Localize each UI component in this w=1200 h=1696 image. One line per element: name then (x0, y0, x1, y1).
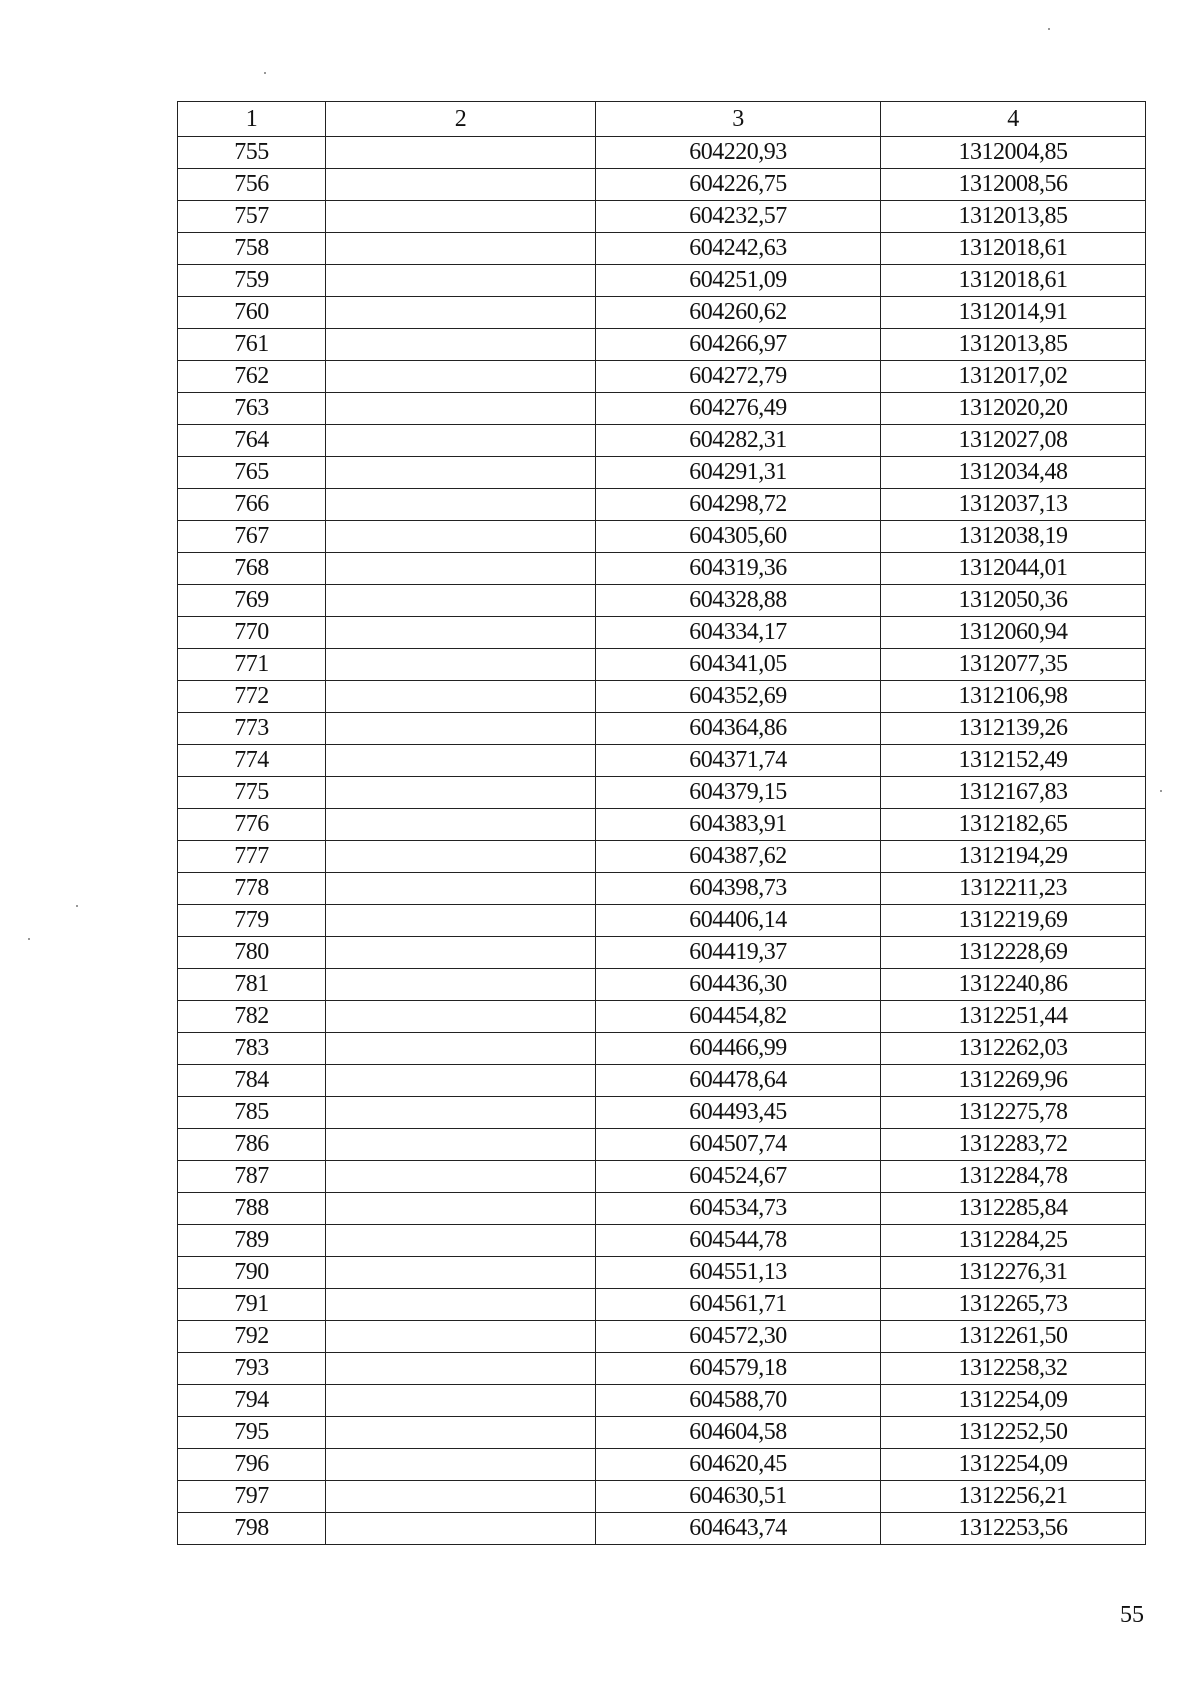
empty-cell (326, 745, 596, 777)
empty-cell (326, 553, 596, 585)
table-row (178, 1065, 1146, 1097)
y-coordinate-cell: 1312219,69 (881, 905, 1146, 937)
point-number-cell: 766 (178, 489, 326, 521)
point-number-cell: 796 (178, 1449, 326, 1481)
x-coordinate-cell: 604406,14 (596, 905, 881, 937)
y-coordinate-cell: 1312167,83 (881, 777, 1146, 809)
empty-cell (326, 1033, 596, 1065)
y-coordinate-cell: 1312139,26 (881, 713, 1146, 745)
point-number-cell: 757 (178, 201, 326, 233)
empty-cell (326, 777, 596, 809)
table-row (178, 745, 1146, 777)
table-row (178, 329, 1146, 361)
x-coordinate-cell: 604454,82 (596, 1001, 881, 1033)
point-number-cell: 790 (178, 1257, 326, 1289)
x-coordinate-cell: 604534,73 (596, 1193, 881, 1225)
table-row (178, 937, 1146, 969)
x-coordinate-cell: 604220,93 (596, 137, 881, 169)
column-header-4: 4 (881, 102, 1146, 137)
y-coordinate-cell: 1312037,13 (881, 489, 1146, 521)
point-number-cell: 792 (178, 1321, 326, 1353)
table-header (178, 102, 1146, 137)
table-row (178, 713, 1146, 745)
y-coordinate-cell: 1312284,78 (881, 1161, 1146, 1193)
empty-cell (326, 905, 596, 937)
empty-cell (326, 489, 596, 521)
empty-cell (326, 617, 596, 649)
empty-cell (326, 1257, 596, 1289)
empty-cell (326, 265, 596, 297)
y-coordinate-cell: 1312018,61 (881, 233, 1146, 265)
point-number-cell: 779 (178, 905, 326, 937)
point-number-cell: 787 (178, 1161, 326, 1193)
table-row (178, 137, 1146, 169)
y-coordinate-cell: 1312077,35 (881, 649, 1146, 681)
empty-cell (326, 1321, 596, 1353)
column-header-3: 3 (596, 102, 881, 137)
empty-cell (326, 1513, 596, 1545)
table-row (178, 1161, 1146, 1193)
x-coordinate-cell: 604398,73 (596, 873, 881, 905)
point-number-cell: 798 (178, 1513, 326, 1545)
table-row (178, 681, 1146, 713)
empty-cell (326, 1129, 596, 1161)
point-number-cell: 759 (178, 265, 326, 297)
x-coordinate-cell: 604630,51 (596, 1481, 881, 1513)
point-number-cell: 772 (178, 681, 326, 713)
x-coordinate-cell: 604291,31 (596, 457, 881, 489)
point-number-cell: 768 (178, 553, 326, 585)
table-row (178, 969, 1146, 1001)
x-coordinate-cell: 604544,78 (596, 1225, 881, 1257)
y-coordinate-cell: 1312050,36 (881, 585, 1146, 617)
point-number-cell: 782 (178, 1001, 326, 1033)
x-coordinate-cell: 604276,49 (596, 393, 881, 425)
y-coordinate-cell: 1312182,65 (881, 809, 1146, 841)
x-coordinate-cell: 604551,13 (596, 1257, 881, 1289)
empty-cell (326, 1449, 596, 1481)
y-coordinate-cell: 1312261,50 (881, 1321, 1146, 1353)
empty-cell (326, 233, 596, 265)
table-row (178, 361, 1146, 393)
table-row (178, 233, 1146, 265)
y-coordinate-cell: 1312253,56 (881, 1513, 1146, 1545)
column-header-1: 1 (178, 102, 326, 137)
point-number-cell: 765 (178, 457, 326, 489)
y-coordinate-cell: 1312060,94 (881, 617, 1146, 649)
table-row (178, 265, 1146, 297)
x-coordinate-cell: 604419,37 (596, 937, 881, 969)
point-number-cell: 794 (178, 1385, 326, 1417)
table-row (178, 809, 1146, 841)
table-row (178, 1481, 1146, 1513)
scan-speck (28, 938, 30, 940)
table-row (178, 1257, 1146, 1289)
x-coordinate-cell: 604572,30 (596, 1321, 881, 1353)
point-number-cell: 776 (178, 809, 326, 841)
y-coordinate-cell: 1312004,85 (881, 137, 1146, 169)
x-coordinate-cell: 604251,09 (596, 265, 881, 297)
x-coordinate-cell: 604478,64 (596, 1065, 881, 1097)
table-row (178, 553, 1146, 585)
point-number-cell: 788 (178, 1193, 326, 1225)
table-row (178, 393, 1146, 425)
x-coordinate-cell: 604341,05 (596, 649, 881, 681)
table-row (178, 873, 1146, 905)
empty-cell (326, 1161, 596, 1193)
y-coordinate-cell: 1312256,21 (881, 1481, 1146, 1513)
y-coordinate-cell: 1312152,49 (881, 745, 1146, 777)
y-coordinate-cell: 1312258,32 (881, 1353, 1146, 1385)
x-coordinate-cell: 604282,31 (596, 425, 881, 457)
scan-speck (264, 72, 266, 74)
x-coordinate-cell: 604620,45 (596, 1449, 881, 1481)
table-row (178, 201, 1146, 233)
x-coordinate-cell: 604328,88 (596, 585, 881, 617)
y-coordinate-cell: 1312034,48 (881, 457, 1146, 489)
coordinates-table (177, 101, 1146, 1545)
point-number-cell: 778 (178, 873, 326, 905)
table-row (178, 1225, 1146, 1257)
empty-cell (326, 681, 596, 713)
y-coordinate-cell: 1312013,85 (881, 329, 1146, 361)
x-coordinate-cell: 604643,74 (596, 1513, 881, 1545)
table-row (178, 1513, 1146, 1545)
empty-cell (326, 425, 596, 457)
y-coordinate-cell: 1312044,01 (881, 553, 1146, 585)
x-coordinate-cell: 604266,97 (596, 329, 881, 361)
x-coordinate-cell: 604466,99 (596, 1033, 881, 1065)
x-coordinate-cell: 604260,62 (596, 297, 881, 329)
point-number-cell: 774 (178, 745, 326, 777)
x-coordinate-cell: 604298,72 (596, 489, 881, 521)
point-number-cell: 758 (178, 233, 326, 265)
point-number-cell: 786 (178, 1129, 326, 1161)
table-row (178, 425, 1146, 457)
table-row (178, 1097, 1146, 1129)
x-coordinate-cell: 604352,69 (596, 681, 881, 713)
empty-cell (326, 585, 596, 617)
y-coordinate-cell: 1312106,98 (881, 681, 1146, 713)
empty-cell (326, 841, 596, 873)
table-row (178, 1193, 1146, 1225)
x-coordinate-cell: 604319,36 (596, 553, 881, 585)
x-coordinate-cell: 604561,71 (596, 1289, 881, 1321)
y-coordinate-cell: 1312018,61 (881, 265, 1146, 297)
scan-speck (1048, 28, 1050, 30)
scan-speck (76, 905, 78, 907)
point-number-cell: 791 (178, 1289, 326, 1321)
table-row (178, 457, 1146, 489)
empty-cell (326, 1385, 596, 1417)
y-coordinate-cell: 1312240,86 (881, 969, 1146, 1001)
table-row (178, 1385, 1146, 1417)
y-coordinate-cell: 1312211,23 (881, 873, 1146, 905)
y-coordinate-cell: 1312017,02 (881, 361, 1146, 393)
x-coordinate-cell: 604383,91 (596, 809, 881, 841)
x-coordinate-cell: 604305,60 (596, 521, 881, 553)
empty-cell (326, 873, 596, 905)
table-row (178, 489, 1146, 521)
y-coordinate-cell: 1312284,25 (881, 1225, 1146, 1257)
y-coordinate-cell: 1312269,96 (881, 1065, 1146, 1097)
point-number-cell: 797 (178, 1481, 326, 1513)
point-number-cell: 784 (178, 1065, 326, 1097)
point-number-cell: 767 (178, 521, 326, 553)
table-row (178, 777, 1146, 809)
x-coordinate-cell: 604524,67 (596, 1161, 881, 1193)
point-number-cell: 793 (178, 1353, 326, 1385)
table-row (178, 617, 1146, 649)
y-coordinate-cell: 1312254,09 (881, 1385, 1146, 1417)
point-number-cell: 762 (178, 361, 326, 393)
y-coordinate-cell: 1312020,20 (881, 393, 1146, 425)
x-coordinate-cell: 604604,58 (596, 1417, 881, 1449)
table-row (178, 521, 1146, 553)
empty-cell (326, 137, 596, 169)
x-coordinate-cell: 604232,57 (596, 201, 881, 233)
empty-cell (326, 649, 596, 681)
empty-cell (326, 329, 596, 361)
point-number-cell: 764 (178, 425, 326, 457)
point-number-cell: 771 (178, 649, 326, 681)
y-coordinate-cell: 1312027,08 (881, 425, 1146, 457)
point-number-cell: 761 (178, 329, 326, 361)
y-coordinate-cell: 1312008,56 (881, 169, 1146, 201)
empty-cell (326, 1097, 596, 1129)
empty-cell (326, 1225, 596, 1257)
empty-cell (326, 297, 596, 329)
empty-cell (326, 809, 596, 841)
table-row (178, 1321, 1146, 1353)
table-row (178, 585, 1146, 617)
y-coordinate-cell: 1312262,03 (881, 1033, 1146, 1065)
empty-cell (326, 1289, 596, 1321)
empty-cell (326, 1065, 596, 1097)
empty-cell (326, 1417, 596, 1449)
empty-cell (326, 1353, 596, 1385)
point-number-cell: 789 (178, 1225, 326, 1257)
x-coordinate-cell: 604507,74 (596, 1129, 881, 1161)
y-coordinate-cell: 1312251,44 (881, 1001, 1146, 1033)
y-coordinate-cell: 1312265,73 (881, 1289, 1146, 1321)
y-coordinate-cell: 1312252,50 (881, 1417, 1146, 1449)
y-coordinate-cell: 1312014,91 (881, 297, 1146, 329)
point-number-cell: 756 (178, 169, 326, 201)
y-coordinate-cell: 1312038,19 (881, 521, 1146, 553)
empty-cell (326, 201, 596, 233)
empty-cell (326, 521, 596, 553)
point-number-cell: 780 (178, 937, 326, 969)
table-row (178, 649, 1146, 681)
x-coordinate-cell: 604226,75 (596, 169, 881, 201)
empty-cell (326, 393, 596, 425)
empty-cell (326, 361, 596, 393)
column-header-2: 2 (326, 102, 596, 137)
y-coordinate-cell: 1312283,72 (881, 1129, 1146, 1161)
empty-cell (326, 1001, 596, 1033)
y-coordinate-cell: 1312276,31 (881, 1257, 1146, 1289)
y-coordinate-cell: 1312285,84 (881, 1193, 1146, 1225)
table-row (178, 1417, 1146, 1449)
point-number-cell: 763 (178, 393, 326, 425)
table-body (178, 137, 1146, 1545)
y-coordinate-cell: 1312194,29 (881, 841, 1146, 873)
table-row (178, 1449, 1146, 1481)
point-number-cell: 783 (178, 1033, 326, 1065)
x-coordinate-cell: 604272,79 (596, 361, 881, 393)
x-coordinate-cell: 604334,17 (596, 617, 881, 649)
header-row (178, 102, 1146, 137)
point-number-cell: 770 (178, 617, 326, 649)
x-coordinate-cell: 604242,63 (596, 233, 881, 265)
page-number: 55 (1120, 1602, 1144, 1628)
table-row (178, 1001, 1146, 1033)
empty-cell (326, 1481, 596, 1513)
table-row (178, 297, 1146, 329)
table-row (178, 841, 1146, 873)
empty-cell (326, 937, 596, 969)
x-coordinate-cell: 604371,74 (596, 745, 881, 777)
x-coordinate-cell: 604387,62 (596, 841, 881, 873)
point-number-cell: 777 (178, 841, 326, 873)
y-coordinate-cell: 1312013,85 (881, 201, 1146, 233)
empty-cell (326, 713, 596, 745)
point-number-cell: 781 (178, 969, 326, 1001)
x-coordinate-cell: 604588,70 (596, 1385, 881, 1417)
x-coordinate-cell: 604493,45 (596, 1097, 881, 1129)
point-number-cell: 760 (178, 297, 326, 329)
y-coordinate-cell: 1312254,09 (881, 1449, 1146, 1481)
y-coordinate-cell: 1312228,69 (881, 937, 1146, 969)
point-number-cell: 775 (178, 777, 326, 809)
table-row (178, 1129, 1146, 1161)
point-number-cell: 769 (178, 585, 326, 617)
empty-cell (326, 169, 596, 201)
point-number-cell: 755 (178, 137, 326, 169)
point-number-cell: 785 (178, 1097, 326, 1129)
point-number-cell: 795 (178, 1417, 326, 1449)
x-coordinate-cell: 604436,30 (596, 969, 881, 1001)
y-coordinate-cell: 1312275,78 (881, 1097, 1146, 1129)
table-row (178, 905, 1146, 937)
x-coordinate-cell: 604579,18 (596, 1353, 881, 1385)
empty-cell (326, 969, 596, 1001)
x-coordinate-cell: 604364,86 (596, 713, 881, 745)
table-row (178, 1289, 1146, 1321)
table-row (178, 1353, 1146, 1385)
table-row (178, 1033, 1146, 1065)
empty-cell (326, 457, 596, 489)
x-coordinate-cell: 604379,15 (596, 777, 881, 809)
point-number-cell: 773 (178, 713, 326, 745)
table-row (178, 169, 1146, 201)
scan-speck (1160, 790, 1162, 792)
empty-cell (326, 1193, 596, 1225)
